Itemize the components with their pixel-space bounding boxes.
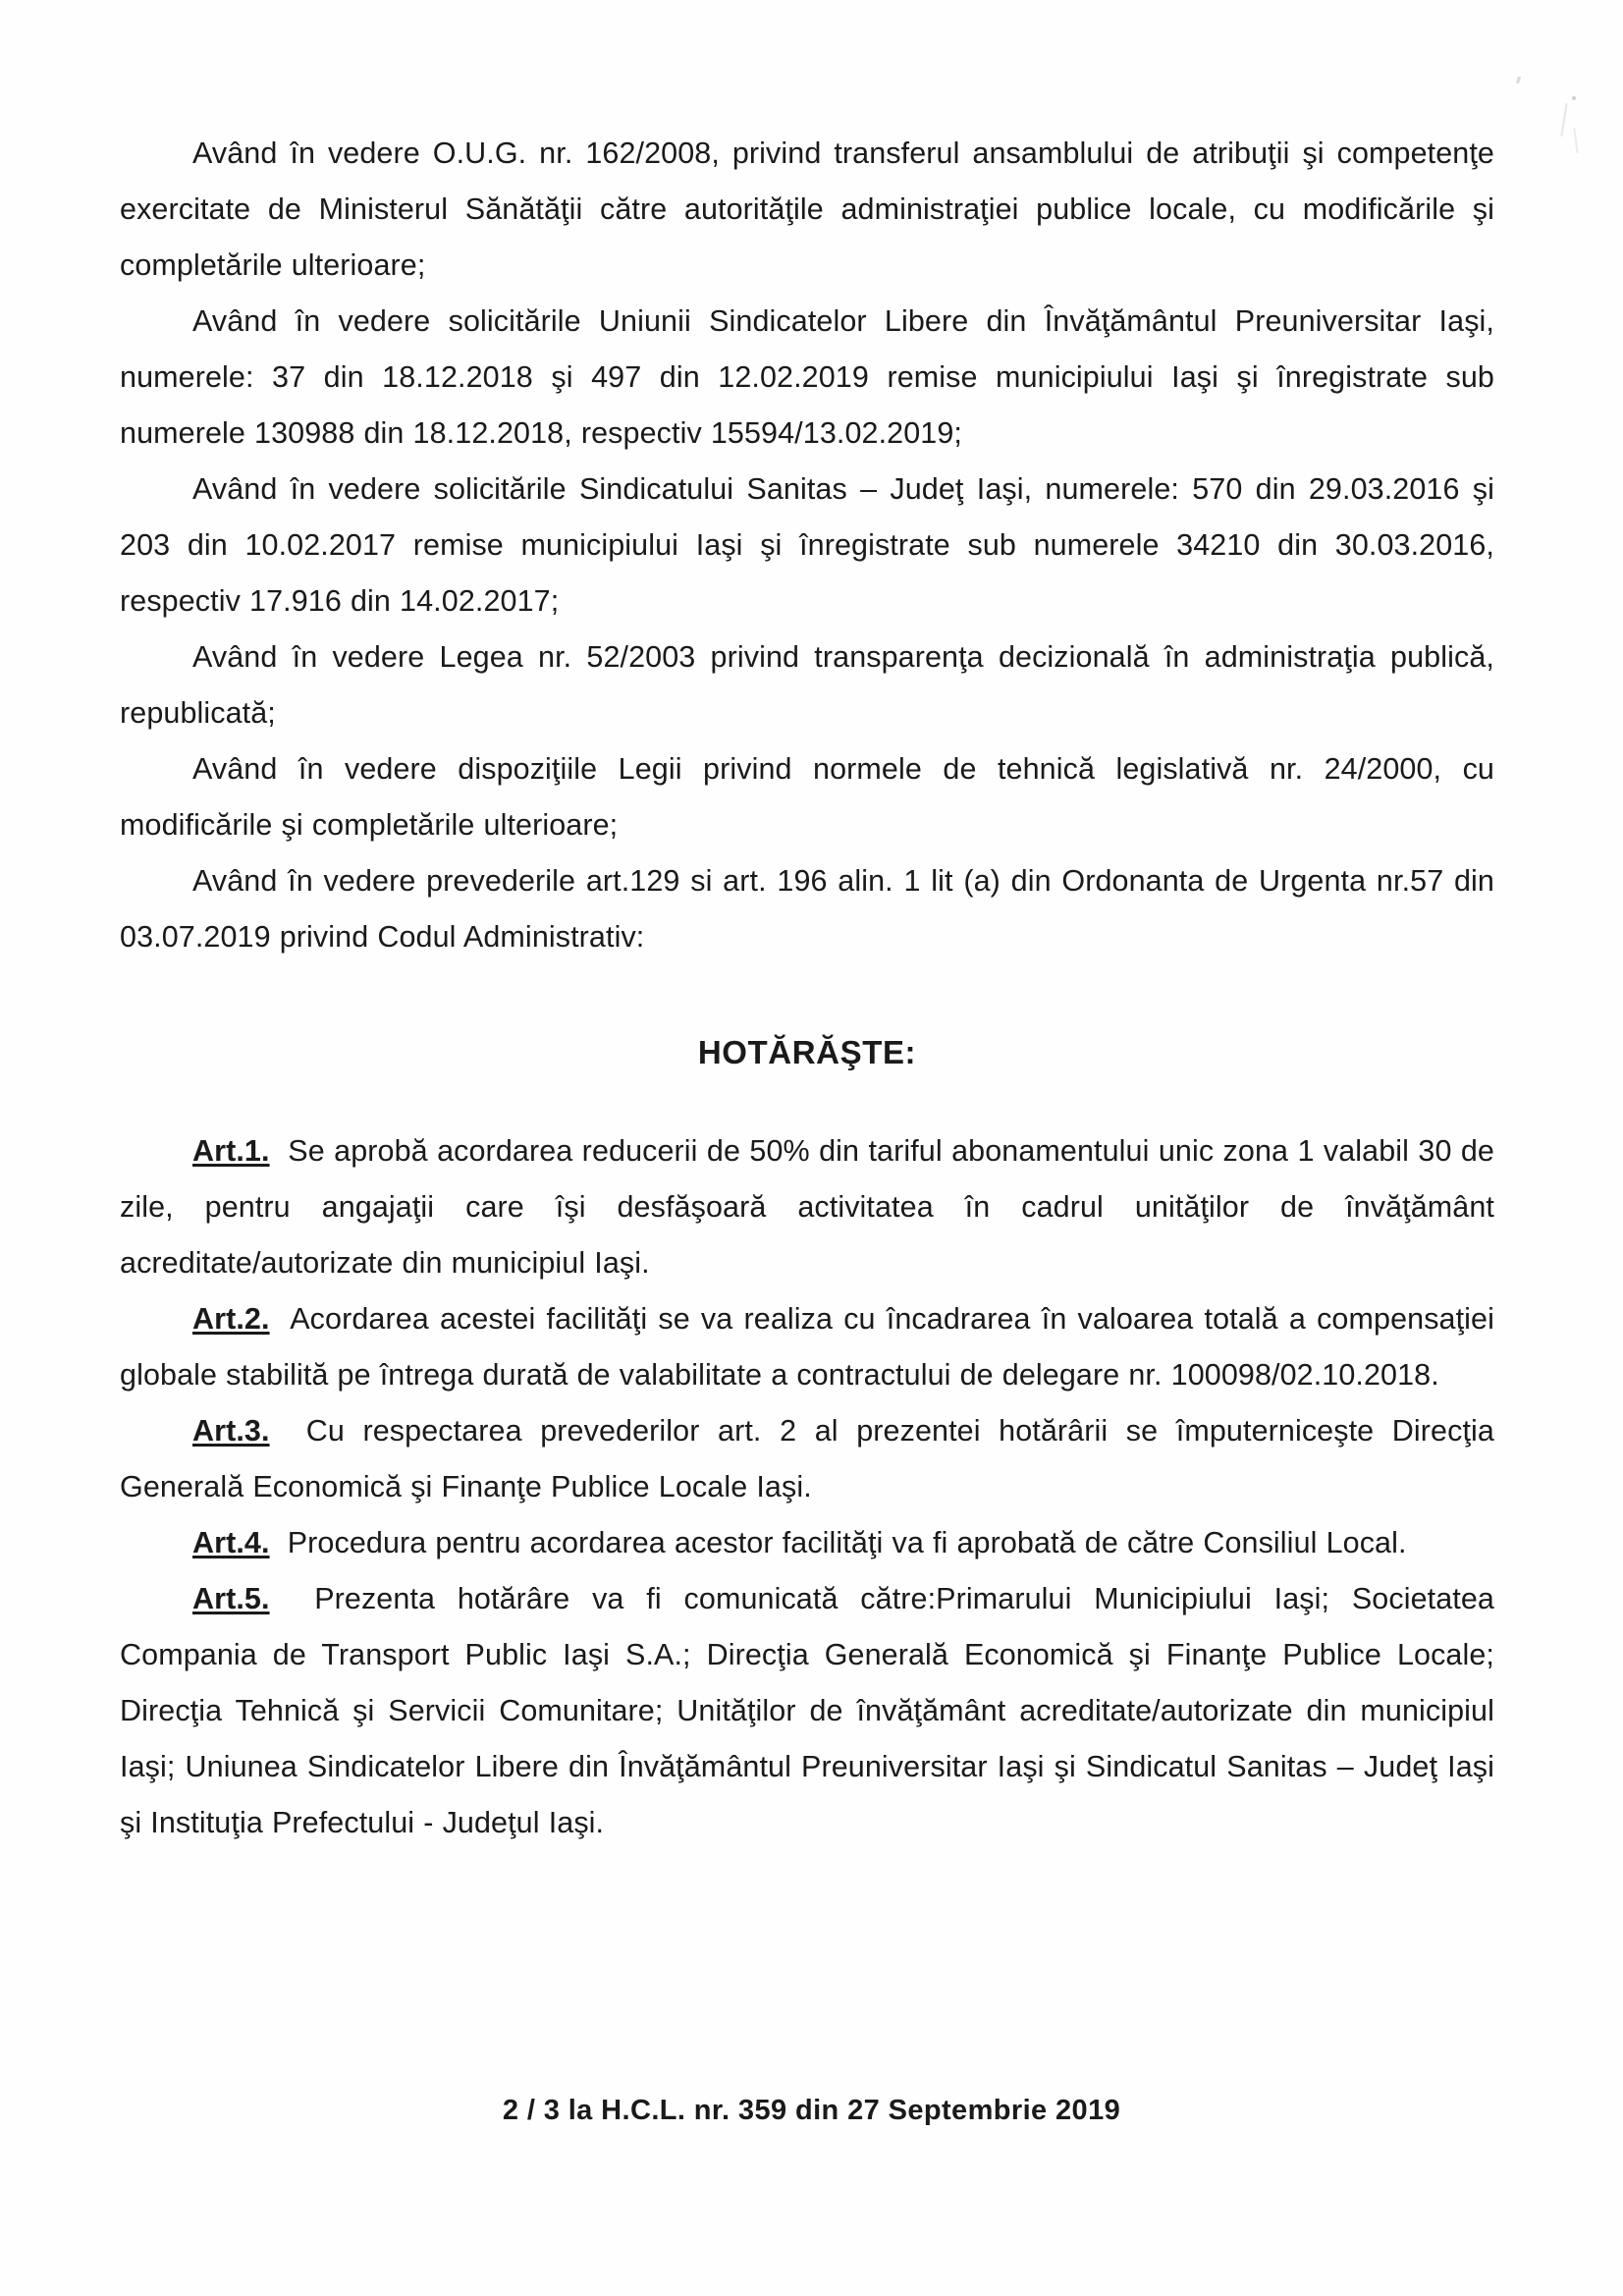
document-body bbox=[120, 126, 1494, 1851]
article-5-text: Prezenta hotărâre va fi comunicată către:Primarului Municipiului Iaşi; Societatea Compania de Transport Public Iaşi S.A.; Direcţia Generală Economică şi Finanţe Publice Locale; Direcţia Tehnică şi Servicii Comunitare; Unităţilor de învăţământ acreditate/autorizate din municipiul Iaşi; Uniunea Sindicatelor Libere din Învăţământul Preuniversitar Iaşi şi Sindicatul Sanitas – Judeţ Iaşi şi Instituţia Prefectului - Judeţul Iaşi. bbox=[120, 1582, 1494, 1839]
article-4-label: Art.4. bbox=[192, 1526, 270, 1559]
article-2 bbox=[120, 1291, 1494, 1403]
preamble-paragraph-legea-52-2003: Având în vedere Legea nr. 52/2003 privind transparenţa decizională în administraţia publică, republicată; bbox=[120, 640, 1494, 730]
article-5 bbox=[120, 1571, 1494, 1851]
article-4-text: Procedura pentru acordarea acestor facilităţi va fi aprobată de către Consiliul Local. bbox=[287, 1526, 1407, 1559]
article-3-text: Cu respectarea prevederilor art. 2 al prezentei hotărârii se împuterniceşte Direcţia Generală Economică şi Finanţe Publice Locale Iaşi. bbox=[120, 1414, 1494, 1503]
scan-artifact-speck bbox=[1572, 96, 1576, 100]
scan-artifact-speck bbox=[1516, 77, 1521, 84]
scan-artifact-speck bbox=[1560, 103, 1567, 137]
article-3 bbox=[120, 1403, 1494, 1515]
preamble-paragraph-sanitas: Având în vedere solicitările Sindicatului Sanitas – Judeţ Iaşi, numerele: 570 din 29.03.2016 şi 203 din 10.02.2017 remise municipiului Iaşi şi înregistrate sub numerele 34210 din 30.03.2016, respectiv 17.916 din 14.02.2017; bbox=[120, 472, 1494, 618]
preamble-paragraph-uniunea-sindicatelor: Având în vedere solicitările Uniunii Sindicatelor Libere din Învăţământul Preuniversitar Iaşi, numerele: 37 din 18.12.2018 şi 497 din 12.02.2019 remise municipiului Iaşi şi înregistrate sub numerele 130988 din 18.12.2018, respectiv 15594/13.02.2019; bbox=[120, 304, 1494, 450]
spacer bbox=[120, 965, 1494, 1024]
article-2-label: Art.2. bbox=[192, 1302, 270, 1336]
preamble-paragraph-oug-162: Având în vedere O.U.G. nr. 162/2008, privind transferul ansamblului de atribuţii şi competenţe exercitate de Ministerul Sănătăţii către autorităţile administraţiei publice locale, cu modificările şi completările ulterioare; bbox=[120, 137, 1494, 282]
preamble-paragraph-cod-administrativ: Având în vedere prevederile art.129 si art. 196 alin. 1 lit (a) din Ordonanta de Urgenta nr.57 din 03.07.2019 privind Codul Administrativ: bbox=[120, 864, 1494, 954]
preamble-paragraph-legea-24-2000: Având în vedere dispoziţiile Legii privind normele de tehnică legislativă nr. 24/2000, cu modificările şi completările ulterioare; bbox=[120, 752, 1494, 842]
article-5-label: Art.5. bbox=[192, 1582, 270, 1615]
article-4 bbox=[120, 1515, 1494, 1571]
page-footer: 2 / 3 la H.C.L. nr. 359 din 27 Septembrie 2019 bbox=[502, 2095, 1121, 2126]
article-1-label: Art.1. bbox=[192, 1134, 270, 1168]
article-1 bbox=[120, 1123, 1494, 1291]
article-3-label: Art.3. bbox=[192, 1414, 270, 1448]
article-1-text: Se aprobă acordarea reducerii de 50% din tariful abonamentului unic zona 1 valabil 30 de zile, pentru angajaţii care îşi desfăşoară activitatea în cadrul unităţilor de învăţământ acreditate/autorizate din municipiul Iaşi. bbox=[120, 1134, 1494, 1280]
spacer bbox=[120, 1080, 1494, 1123]
page-title-hotaraste: HOTĂRĂŞTE: bbox=[697, 1034, 917, 1070]
scan-artifact-speck bbox=[1573, 128, 1578, 153]
article-2-text: Acordarea acestei facilităţi se va realiza cu încadrarea în valoarea totală a compensaţiei globale stabilită pe întrega durată de valabilitate a contractului de delegare nr. 100098/02.10.2018. bbox=[120, 1302, 1494, 1392]
